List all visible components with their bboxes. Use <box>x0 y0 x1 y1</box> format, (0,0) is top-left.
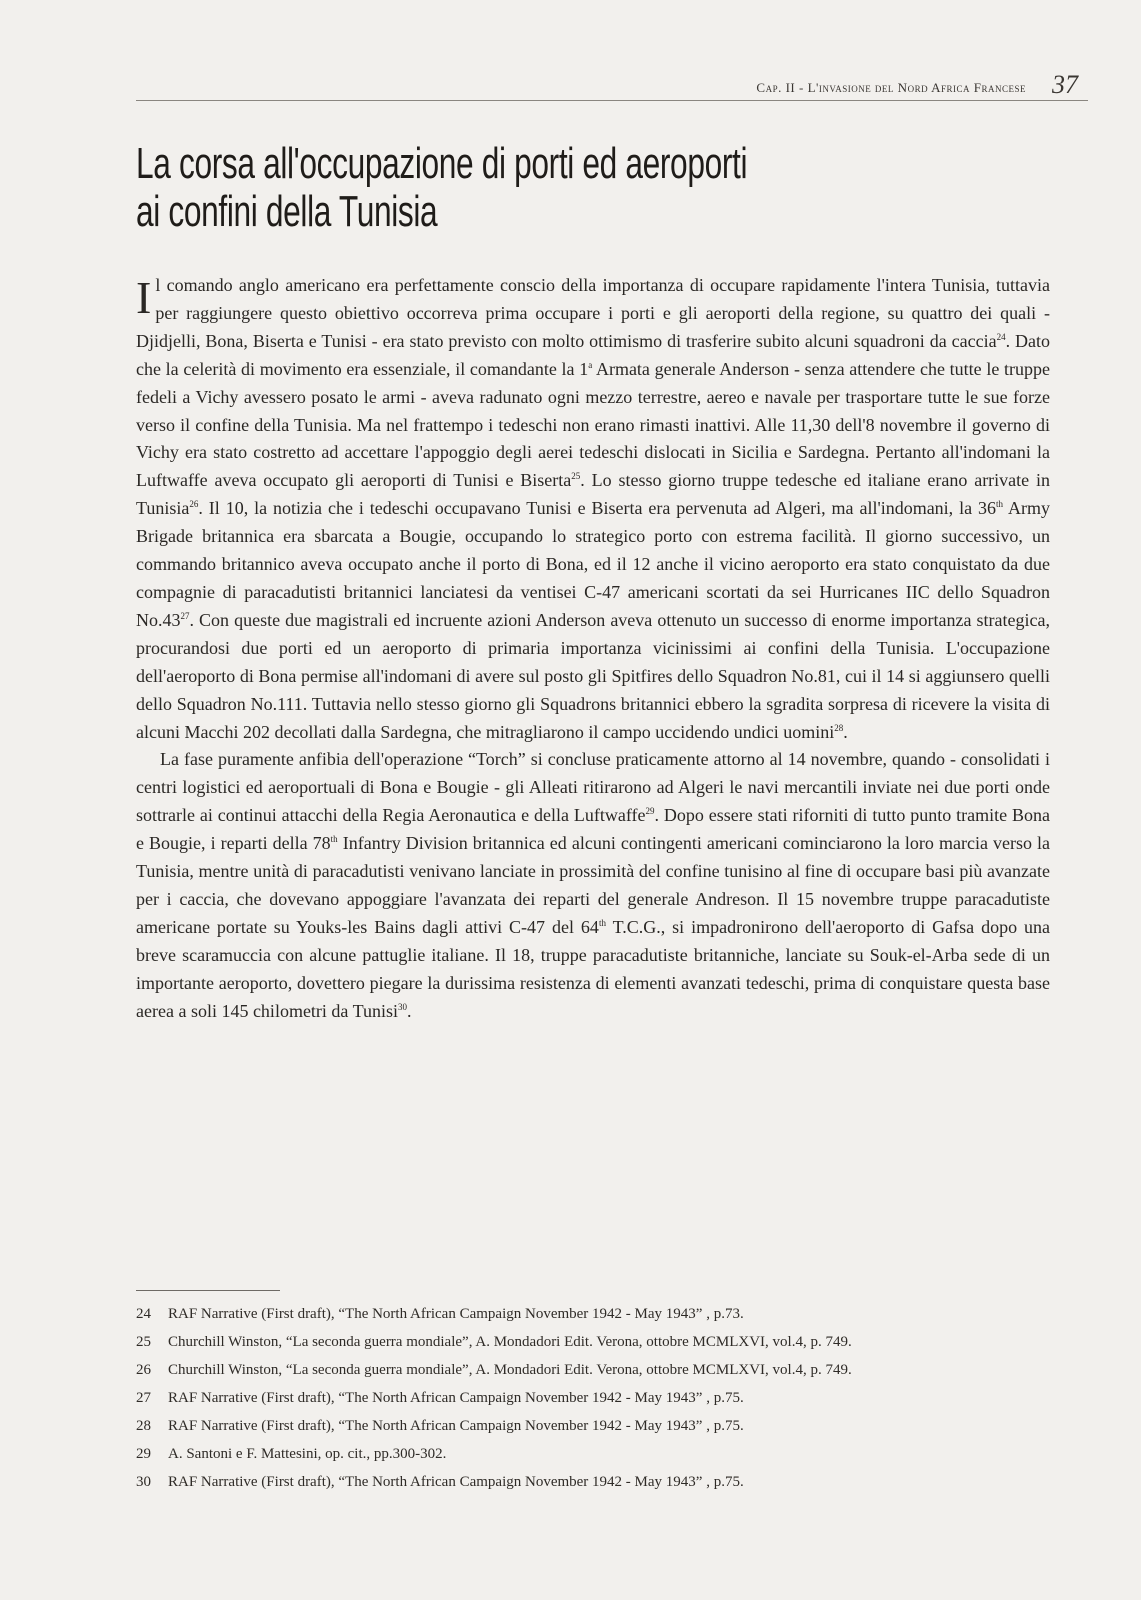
footnote-number: 26 <box>136 1362 151 1378</box>
footnote-ref-30[interactable]: 30 <box>397 1001 407 1012</box>
footnote-text: RAF Narrative (First draft), “The North African Campaign November 1942 - May 1943” , p.75. <box>168 1418 744 1434</box>
footnote-27 <box>136 1384 1050 1412</box>
footnote-number: 25 <box>136 1334 151 1350</box>
running-head: Cap. II - L'invasione del Nord Africa Francese <box>756 80 1026 95</box>
footnote-ref-27[interactable]: 27 <box>180 610 190 621</box>
footnote-text: Churchill Winston, “La seconda guerra mondiale”, A. Mondadori Edit. Verona, ottobre MCMLXVI, vol.4, p. 749. <box>168 1362 852 1378</box>
footnote-number: 30 <box>136 1474 151 1490</box>
drop-cap: I <box>136 272 152 323</box>
footnote-ref-24[interactable]: 24 <box>996 331 1006 342</box>
footnote-26 <box>136 1356 1050 1384</box>
footnote-text: RAF Narrative (First draft), “The North African Campaign November 1942 - May 1943” , p.75. <box>168 1474 744 1490</box>
footnote-ref-28[interactable]: 28 <box>834 722 844 733</box>
footnote-28 <box>136 1412 1050 1440</box>
chapter-title <box>136 140 784 236</box>
title-line-1: La corsa all'occupazione di porti ed aeroporti <box>136 139 748 188</box>
footnote-ref-25[interactable]: 25 <box>571 471 581 482</box>
p1-text: l comando anglo americano era perfettamente conscio della importanza di occupare rapidamente l'intera Tunisia, tuttavia per raggiungere questo obiettivo occorreva prima occupare i porti e gli aeroporti della regione, su quattro dei quali - Djidjelli, Bona, Biserta e Tunisi - era stato previsto con molto ottimismo di trasferire subito alcuni squadroni da caccia <box>136 275 1050 351</box>
p2-text: La fase puramente anfibia dell'operazione “Torch” si concluse praticamente attorno al 14 novembre, quando - consolidati i centri logistici ed aeroportuali di Bona e Bougie - gli Alleati ritirarono ad Algeri le navi mercantili inviate nei due porti onde sottrarle ai continui attacchi della Regia Aeronautica e della Luftwaffe <box>136 749 1050 826</box>
footnote-25 <box>136 1328 1050 1356</box>
p1-text: Army Brigade britannica era sbarcata a Bougie, occupando lo strategico porto con estrema facilità. Il giorno successivo, un commando britannico aveva occupato anche il porto di Bona, ed il 12 anche il vicino aeroporto era stato conquistato da due compagnie di paracadutisti britannici lanciatesi da ventisei C-47 americani scortati da sei Hurricanes IIC dello Squadron No.43 <box>136 498 1050 630</box>
p1-text: . Dato che la celerità di movimento era essenziale, il comandante la 1 <box>136 330 1050 379</box>
p1-text: . <box>843 721 848 742</box>
paragraph-1 <box>136 272 1050 746</box>
footnote-number: 24 <box>136 1306 151 1322</box>
ordinal-superscript: a <box>588 359 593 370</box>
p1-text: . Con queste due magistrali ed incruente azioni Anderson aveva ottenuto un successo di enorme importanza strategica, procurandosi due porti ed un aeroporto di primaria importanza vicinissimi ai confini della Tunisia. L'occupazione dell'aeroporto di Bona permise all'indomani di avere sul posto gli Spitfires dello Squadron No.81, cui il 14 si aggiunsero quelli dello Squadron No.111. Tuttavia nello stesso giorno gli Squadrons britannici ebbero la sgradita sorpresa di ricevere la visita di alcuni Macchi 202 decollati dalla Sardegna, che mitragliarono il campo uccidendo undici uomini <box>136 609 1050 742</box>
footnote-ref-26[interactable]: 26 <box>189 499 199 510</box>
footnotes <box>136 1300 1050 1496</box>
ordinal-superscript: th <box>598 917 606 928</box>
footnote-text: RAF Narrative (First draft), “The North African Campaign November 1942 - May 1943” , p.73. <box>168 1306 744 1322</box>
p2-text: Infantry Division britannica ed alcuni contingenti americani cominciarono la loro marcia verso la Tunisia, mentre unità di paracadutisti venivano lanciate in prossimità del confine tunisino al fine di occupare basi più avanzate per i caccia, che dovevano appoggiare l'avanzata dei reparti del generale Andreson. Il 15 novembre truppe paracadutiste americane portate su Youks-les Bains dagli attivi C-47 del 64 <box>136 833 1051 937</box>
paragraph-2 <box>136 746 1050 1025</box>
footnote-30 <box>136 1468 1050 1496</box>
p2-text: . Dopo essere stati riforniti di tutto punto tramite Bona e Bougie, i reparti della 78 <box>136 805 1050 854</box>
footnote-29 <box>136 1440 1050 1468</box>
footnote-ref-29[interactable]: 29 <box>645 806 655 817</box>
footnote-24 <box>136 1300 1050 1328</box>
p2-text: T.C.G., si impadronirono dell'aeroporto di Gafsa dopo una breve scaramuccia con alcune pattuglie italiane. Il 18, truppe paracadutiste britanniche, lanciate su Souk-el-Arba sede di un importante aeroporto, dovettero piegare la durissima resistenza di elementi avanzati tedeschi, prima di conquistare questa base aerea a soli 145 chilometri da Tunisi <box>136 916 1051 1021</box>
p1-text: Armata generale Anderson - senza attendere che tutte le truppe fedeli a Vichy avessero posato le armi - aveva radunato ogni mezzo terrestre, aereo e navale per trasportare tutte le sue forze verso il confine della Tunisia. Ma nel frattempo i tedeschi non erano rimasti inattivi. Alle 11,30 dell'8 novembre il governo di Vichy era stato costretto ad accettare l'appoggio degli aerei tedeschi dislocati in Sicilia e Sardegna. Pertanto all'indomani la Luftwaffe aveva occupato gli aeroporti di Tunisi e Biserta <box>136 358 1050 491</box>
ordinal-superscript: th <box>330 834 338 845</box>
p1-text: . Lo stesso giorno truppe tedesche ed italiane erano arrivate in Tunisia <box>136 470 1051 519</box>
footnote-text: Churchill Winston, “La seconda guerra mondiale”, A. Mondadori Edit. Verona, ottobre MCMLXVI, vol.4, p. 749. <box>168 1334 852 1350</box>
ordinal-superscript: th <box>996 499 1004 510</box>
body-text <box>136 272 1050 1025</box>
p2-text: . <box>406 1000 412 1021</box>
footnote-number: 28 <box>136 1418 151 1434</box>
title-line-2: ai confini della Tunisia <box>136 187 438 236</box>
footnote-text: RAF Narrative (First draft), “The North African Campaign November 1942 - May 1943” , p.75. <box>168 1390 744 1406</box>
page-header <box>136 70 1088 101</box>
footnote-number: 27 <box>136 1390 151 1406</box>
footnote-number: 29 <box>136 1446 151 1462</box>
footnote-text: A. Santoni e F. Mattesini, op. cit., pp.300-302. <box>168 1446 447 1462</box>
footnote-divider <box>136 1290 280 1291</box>
p1-text: . Il 10, la notizia che i tedeschi occupavano Tunisi e Biserta era pervenuta ad Algeri, ma all'indomani, la 36 <box>198 498 997 519</box>
page-number: 37 <box>1052 70 1078 99</box>
